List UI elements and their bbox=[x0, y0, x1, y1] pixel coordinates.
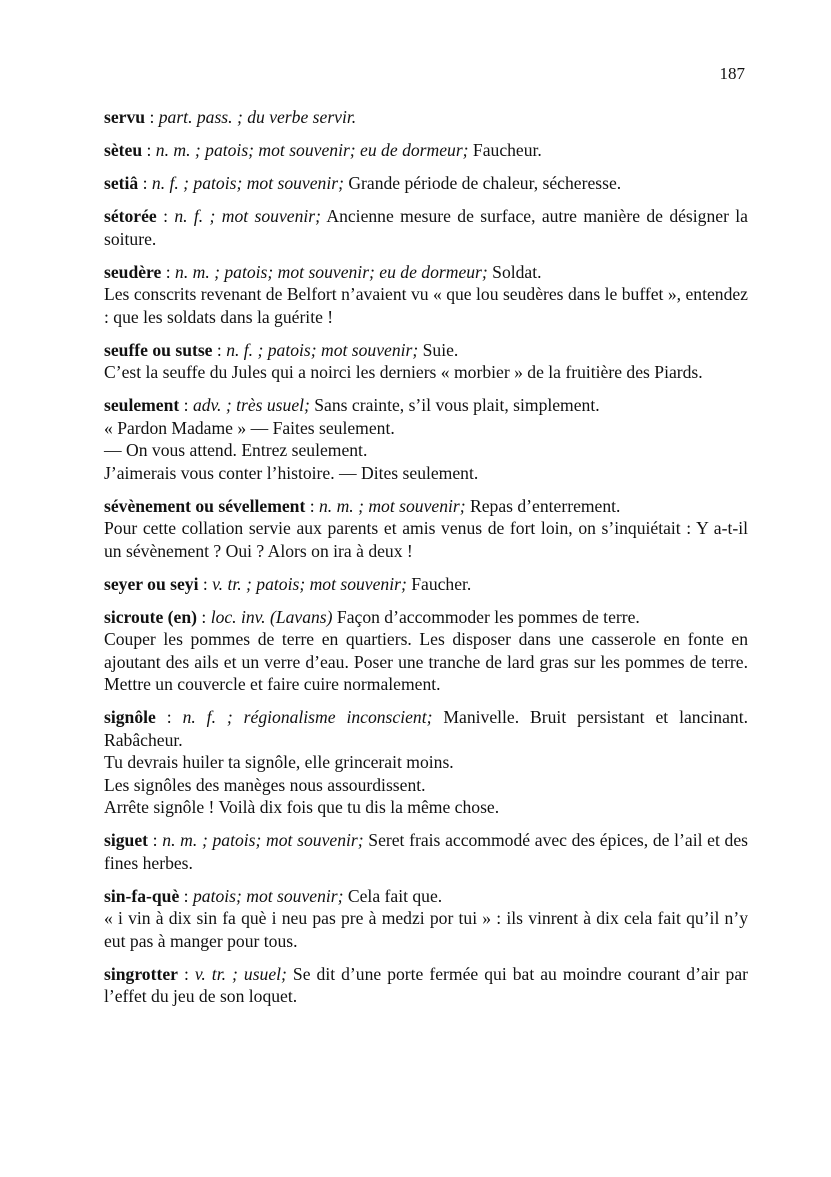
entry-separator: : bbox=[155, 707, 183, 727]
entry-definition: Seret frais accommodé avec des épices, de l’ail et des fines herbes. bbox=[104, 830, 749, 873]
entry-definition-line bbox=[104, 261, 748, 284]
entry-grammar: n. m. ; patois; mot souvenir; bbox=[162, 830, 364, 850]
entries-list bbox=[104, 106, 748, 1018]
entry-example: — On vous attend. Entrez seulement. bbox=[104, 440, 368, 460]
dictionary-entry bbox=[104, 606, 748, 696]
entry-definition-line bbox=[104, 106, 748, 129]
entry-grammar: patois; mot souvenir; bbox=[192, 885, 344, 906]
dictionary-entry bbox=[104, 885, 748, 953]
entry-definition: Ancienne mesure de surface, autre manière de désigner la soiture. bbox=[104, 206, 748, 249]
entry-definition: Suie. bbox=[418, 339, 459, 360]
dictionary-entry bbox=[104, 261, 748, 329]
entry-definition: Manivelle. Bruit persistant et lancinant. Rabâcheur. bbox=[104, 707, 748, 750]
entry-grammar: n. f. ; mot souvenir; bbox=[174, 206, 321, 226]
dictionary-entry bbox=[104, 106, 748, 129]
dictionary-entry bbox=[104, 495, 748, 563]
entry-separator: : bbox=[212, 339, 227, 360]
entry-example: Couper les pommes de terre en quartiers. Les disposer dans une casserole en fonte en ajoutant des ails et un verre d’eau. Poser une tranche de lard gras sur les pommes de terre. Mettre un couvercle et faire cuire normalement. bbox=[104, 629, 748, 694]
entry-definition: Faucheur. bbox=[468, 140, 542, 160]
entry-grammar: loc. inv. (Lavans) bbox=[210, 606, 333, 627]
entry-headword: sin-fa-què bbox=[104, 885, 180, 906]
entry-headword: seuffe ou sutse bbox=[104, 339, 213, 360]
entry-definition: Soldat. bbox=[487, 261, 542, 282]
entry-definition: Se dit d’une porte fermée qui bat au moindre courant d’air par l’effet du jeu de son loquet. bbox=[104, 963, 749, 1006]
entry-separator: : bbox=[197, 606, 211, 627]
entry-grammar: n. m. ; patois; mot souvenir; eu de dormeur; bbox=[155, 140, 469, 160]
dictionary-entry bbox=[104, 829, 748, 874]
dictionary-entry bbox=[104, 205, 748, 250]
entry-grammar: n. f. ; patois; mot souvenir; bbox=[151, 173, 344, 193]
entry-definition: Façon d’accommoder les pommes de terre. bbox=[332, 606, 640, 627]
entry-example: Les signôles des manèges nous assourdissent. bbox=[104, 774, 426, 795]
entry-separator: : bbox=[179, 885, 193, 906]
entry-headword: singrotter bbox=[104, 963, 178, 984]
dictionary-entry bbox=[104, 963, 748, 1008]
entry-definition-line bbox=[104, 495, 748, 518]
entry-headword: servu bbox=[104, 107, 146, 127]
entry-grammar: n. f. ; patois; mot souvenir; bbox=[226, 339, 419, 360]
entry-definition-line bbox=[104, 829, 748, 874]
entry-headword: seyer ou seyi bbox=[104, 573, 199, 594]
entry-separator: : bbox=[142, 140, 156, 160]
entry-definition: Repas d’enterrement. bbox=[465, 495, 621, 516]
entry-separator: : bbox=[147, 830, 163, 850]
entry-definition-line bbox=[104, 573, 748, 596]
dictionary-entry bbox=[104, 339, 748, 384]
entry-headword: sèteu bbox=[104, 140, 143, 160]
entry-separator: : bbox=[138, 173, 152, 193]
entry-example: « i vin à dix sin fa què i neu pas pre à medzi por tui » : ils vinrent à dix cela fait qu’il n’y eut pas à manger pour tous. bbox=[104, 908, 748, 951]
entry-example: Arrête signôle ! Voilà dix fois que tu dis la même chose. bbox=[104, 797, 500, 817]
entry-grammar: v. tr. ; usuel; bbox=[194, 963, 287, 984]
dictionary-entry bbox=[104, 139, 748, 162]
entry-separator: : bbox=[161, 261, 176, 282]
entry-definition: Cela fait que. bbox=[343, 885, 443, 906]
entry-separator: : bbox=[145, 107, 159, 127]
dictionary-entry bbox=[104, 573, 748, 596]
entry-definition-line bbox=[104, 706, 748, 751]
entry-separator: : bbox=[177, 963, 195, 984]
dictionary-entry bbox=[104, 172, 748, 195]
entry-headword: signôle bbox=[104, 707, 156, 727]
entry-headword: sicroute (en) bbox=[104, 606, 197, 627]
entry-example: Pour cette collation servie aux parents et amis venus de fort loin, on s’inquiétait : Y a-t-il un sévènement ? Oui ? Alors on ira à deux ! bbox=[104, 518, 748, 561]
entry-grammar: n. f. ; régionalisme inconscient; bbox=[182, 707, 433, 727]
entry-grammar: adv. ; très usuel; bbox=[192, 395, 310, 415]
entry-headword: sévènement ou sévellement bbox=[104, 495, 306, 516]
entry-headword: siguet bbox=[104, 830, 148, 850]
entry-definition-line bbox=[104, 963, 748, 1008]
entry-definition: Sans crainte, s’il vous plait, simplement. bbox=[309, 395, 600, 415]
entry-definition: Faucher. bbox=[406, 573, 472, 594]
dictionary-entry bbox=[104, 706, 748, 819]
entry-example: C’est la seuffe du Jules qui a noirci les derniers « morbier » de la fruitière des Piards. bbox=[104, 362, 703, 382]
entry-separator: : bbox=[198, 573, 213, 594]
entry-definition-line bbox=[104, 172, 748, 195]
entry-separator: : bbox=[305, 495, 319, 516]
entry-grammar: part. pass. ; du verbe servir. bbox=[158, 107, 357, 127]
entry-headword: seudère bbox=[104, 261, 162, 282]
entry-example: « Pardon Madame » — Faites seulement. bbox=[104, 417, 395, 438]
entry-example: J’aimerais vous conter l’histoire. — Dites seulement. bbox=[104, 462, 479, 483]
entry-separator: : bbox=[179, 395, 193, 415]
entry-headword: sétorée bbox=[104, 206, 157, 226]
page-number: 187 bbox=[719, 64, 745, 83]
entry-definition-line bbox=[104, 885, 748, 908]
entry-definition-line bbox=[104, 205, 748, 250]
entry-separator: : bbox=[156, 206, 175, 226]
entry-definition-line bbox=[104, 606, 748, 629]
entry-headword: setiâ bbox=[104, 173, 139, 193]
entry-definition-line bbox=[104, 339, 748, 362]
entry-definition-line bbox=[104, 394, 748, 417]
entry-example: Tu devrais huiler ta signôle, elle grincerait moins. bbox=[104, 752, 454, 772]
entry-grammar: n. m. ; mot souvenir; bbox=[319, 495, 466, 516]
entry-example: Les conscrits revenant de Belfort n’avaient vu « que lou seudères dans le buffet », entendez : que les soldats dans la guérite ! bbox=[104, 284, 748, 327]
entry-headword: seulement bbox=[104, 395, 180, 415]
entry-definition: Grande période de chaleur, sécheresse. bbox=[343, 173, 622, 193]
dictionary-entry bbox=[104, 394, 748, 484]
entry-definition-line bbox=[104, 139, 748, 162]
entry-grammar: n. m. ; patois; mot souvenir; eu de dormeur; bbox=[175, 261, 488, 282]
entry-grammar: v. tr. ; patois; mot souvenir; bbox=[212, 573, 407, 594]
